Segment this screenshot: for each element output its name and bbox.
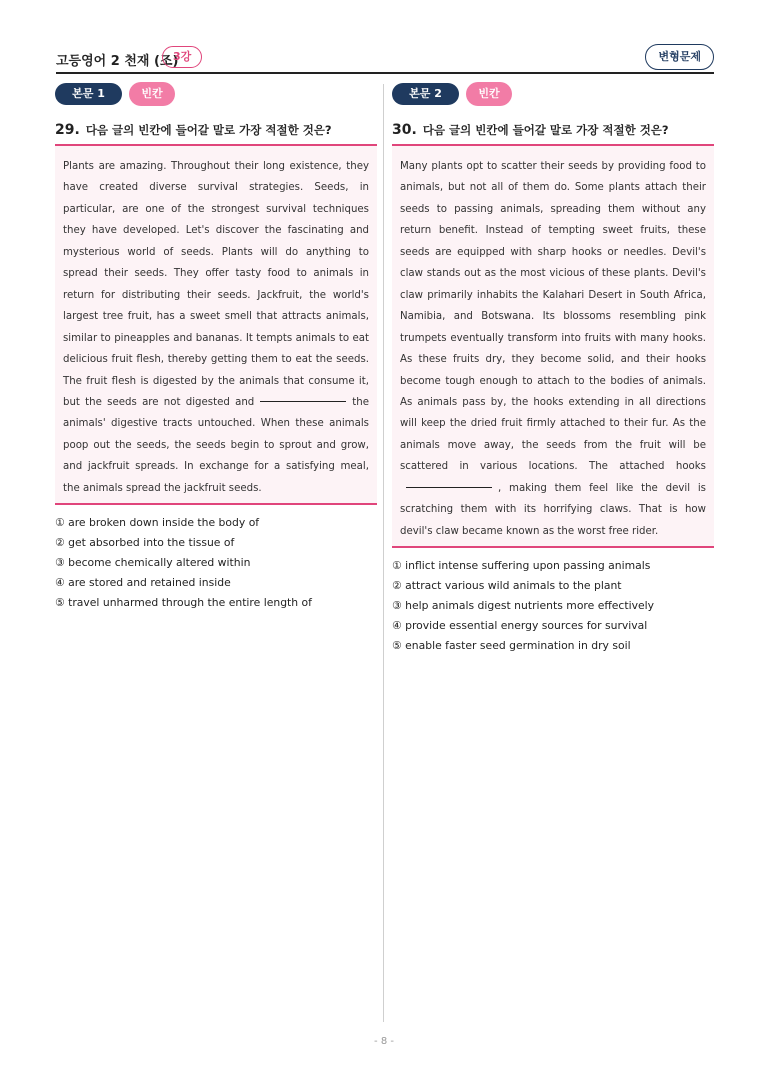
question-type-badge: 변형문제 bbox=[645, 44, 714, 70]
option-1[interactable]: ① are broken down inside the body of bbox=[55, 516, 260, 530]
answer-options bbox=[392, 556, 714, 656]
option-5[interactable]: ⑤ travel unharmed through the entire length of bbox=[55, 596, 312, 610]
passage-text-after: the animals' digestive tracts untouched. When these animals poop out the seeds, the seeds begin to sprout and grow, and jackfruit spreads. In exchange for a satisfying meal, the animals spread the jackfruit seeds. bbox=[63, 396, 369, 494]
passage-rule bbox=[392, 546, 714, 548]
section-tags bbox=[392, 80, 714, 106]
question-title bbox=[392, 122, 714, 140]
page-number: - 8 - bbox=[374, 1036, 394, 1047]
answer-blank bbox=[406, 487, 492, 488]
question-number: 29. bbox=[55, 122, 80, 138]
book-title: 고등영어 2 천재 (조) bbox=[56, 54, 179, 69]
option-2[interactable]: ② get absorbed into the tissue of bbox=[55, 536, 235, 550]
option-2[interactable]: ② attract various wild animals to the plant bbox=[392, 579, 622, 593]
type-tag: 빈칸 bbox=[129, 82, 175, 106]
section-tags bbox=[55, 80, 377, 106]
option-1[interactable]: ① inflict intense suffering upon passing animals bbox=[392, 559, 651, 573]
page-header bbox=[56, 44, 714, 74]
question-30 bbox=[392, 80, 714, 656]
passage-box bbox=[392, 146, 714, 546]
option-3[interactable]: ③ help animals digest nutrients more effectively bbox=[392, 599, 655, 613]
passage-box bbox=[55, 146, 377, 503]
question-title bbox=[55, 122, 377, 140]
answer-blank bbox=[260, 401, 346, 402]
passage-text-after: , making them feel like the devil is scratching them with its horrifying claws. That is how devil's claw became known as the worst free rider. bbox=[400, 482, 706, 537]
passage-tag: 본문 2 bbox=[392, 83, 459, 105]
passage-text-before: Plants are amazing. Throughout their long existence, they have created diverse survival strategies. Seeds, in particular, are one of the strongest survival techniques they have developed. Let's discover the fascinating and mysterious world of seeds. Plants will do anything to spread their seeds. They offer tasty food to animals in return for distributing their seeds. Jackfruit, the world's largest tree fruit, has a sweet smell that attracts animals, similar to pineapples and bananas. It tempts animals to eat delicious fruit flesh, thereby getting them to eat the seeds. The fruit flesh is digested by the animals that consume it, but the seeds are not digested and bbox=[63, 161, 369, 408]
passage-text-before: Many plants opt to scatter their seeds by providing food to animals, but not all of them do. Some plants attach their seeds to passing animals, spreading them without any return benefit. Instead of tempting sweet fruits, these seeds are equipped with sharp hooks or needles. Devil's claw stands out as the most vicious of these plants. Devil's claw primarily inhabits the Kalahari Desert in South Africa, Namibia, and Botswana. Its blossoms resembling pink trumpets eventually transform into fruits with many hooks. As these fruits dry, they become solid, and their hooks become tough enough to attach to the bodies of animals. As animals pass by, the hooks extending in all directions will keep the dried fruit firmly attached to their fur. As the animals move away, the seeds from the fruit will be scattered in various locations. The attached hooks bbox=[400, 161, 706, 473]
question-prompt: 다음 글의 빈칸에 들어갈 말로 가장 적절한 것은? bbox=[85, 123, 332, 137]
question-prompt: 다음 글의 빈칸에 들어갈 말로 가장 적절한 것은? bbox=[422, 123, 669, 137]
lesson-badge: 3강 bbox=[162, 46, 202, 68]
question-number: 30. bbox=[392, 122, 417, 138]
header-rule bbox=[56, 72, 714, 74]
passage-rule bbox=[55, 503, 377, 505]
type-tag: 빈칸 bbox=[466, 82, 512, 106]
option-4[interactable]: ④ are stored and retained inside bbox=[55, 576, 231, 590]
option-4[interactable]: ④ provide essential energy sources for survival bbox=[392, 619, 648, 633]
answer-options bbox=[55, 513, 377, 613]
option-3[interactable]: ③ become chemically altered within bbox=[55, 556, 251, 570]
column-divider bbox=[383, 84, 384, 1022]
option-5[interactable]: ⑤ enable faster seed germination in dry soil bbox=[392, 639, 631, 653]
passage-tag: 본문 1 bbox=[55, 83, 122, 105]
question-29 bbox=[55, 80, 377, 613]
